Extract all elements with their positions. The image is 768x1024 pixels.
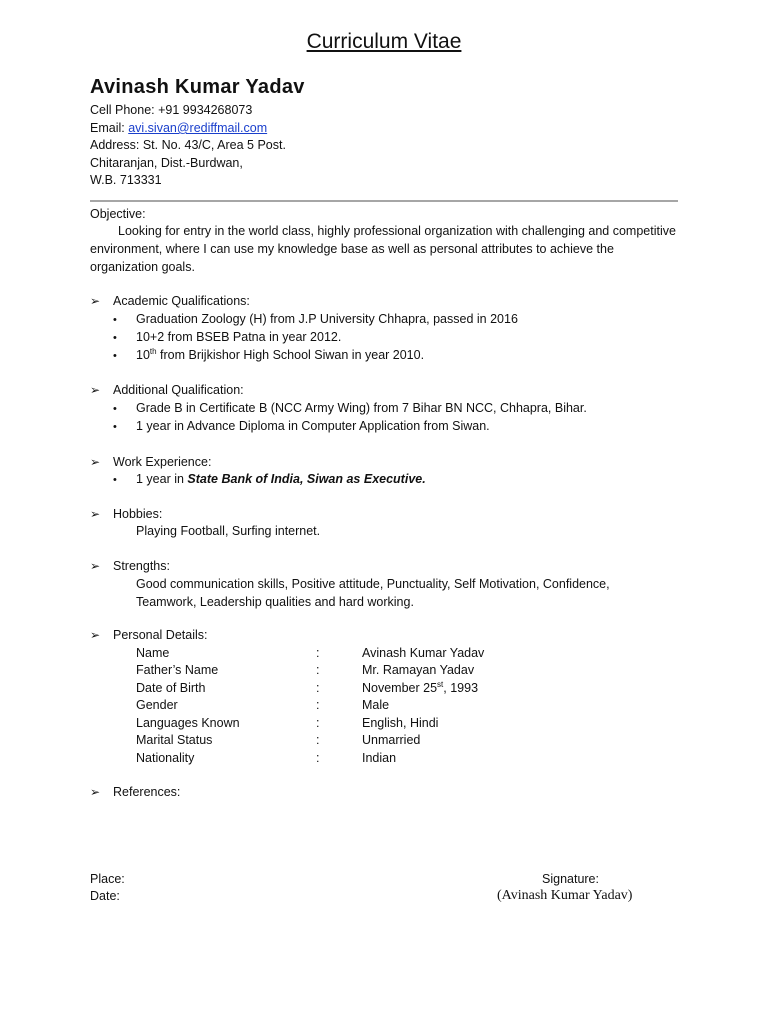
detail-value-nationality: Indian [362, 751, 397, 765]
hobbies-heading-label: Hobbies: [113, 507, 163, 521]
objective-paragraph [90, 222, 680, 276]
work-item-employer: State Bank of India, Siwan as Executive. [187, 472, 426, 486]
arrow-bullet-icon: ➢ [90, 785, 101, 799]
detail-separator: : [316, 716, 320, 730]
academic-item-3-post: from Brijkishor High School Siwan in year 2010. [156, 348, 425, 362]
additional-item-1: Grade B in Certificate B (NCC Army Wing) from 7 Bihar BN NCC, Chhapra, Bihar. [136, 401, 587, 415]
list-item [113, 330, 341, 344]
document-title: Curriculum Vitae [306, 30, 462, 53]
detail-separator: : [316, 663, 320, 677]
work-heading [90, 455, 211, 469]
personal-heading-label: Personal Details: [113, 628, 208, 642]
detail-value-languages: English, Hindi [362, 716, 439, 730]
list-item [113, 419, 490, 433]
address-label: Address: [90, 138, 140, 152]
email-label: Email: [90, 121, 125, 135]
strengths-line-2: Teamwork, Leadership qualities and hard working. [136, 595, 414, 609]
detail-label-nationality: Nationality [136, 751, 195, 765]
detail-label-gender: Gender [136, 698, 178, 712]
list-item [113, 401, 587, 415]
signature-label: Signature: [542, 872, 599, 886]
address-line-2: Chitaranjan, Dist.-Burdwan, [90, 156, 243, 170]
strengths-heading-label: Strengths: [113, 559, 170, 573]
email-link[interactable]: avi.sivan@rediffmail.com [128, 121, 268, 135]
academic-heading [90, 294, 250, 308]
academic-item-1: Graduation Zoology (H) from J.P University Chhapra, passed in 2016 [136, 312, 518, 326]
arrow-bullet-icon: ➢ [90, 383, 101, 397]
academic-item-2: 10+2 from BSEB Patna in year 2012. [136, 330, 342, 344]
ordinal-suffix: st [437, 679, 444, 689]
arrow-bullet-icon: ➢ [90, 455, 101, 469]
additional-heading-label: Additional Qualification: [113, 383, 244, 397]
detail-value-gender: Male [362, 698, 390, 712]
dob-pre: November 25 [362, 681, 438, 695]
address-value-1: St. No. 43/C, Area 5 Post. [142, 138, 286, 152]
detail-value-marital: Unmarried [362, 733, 421, 747]
list-item [113, 348, 424, 362]
objective-heading: Objective: [90, 207, 146, 221]
address-line-1 [90, 138, 286, 152]
detail-label-name: Name [136, 646, 170, 660]
detail-separator: : [316, 681, 320, 695]
header-divider [90, 200, 678, 202]
dob-post: , 1993 [443, 681, 479, 695]
phone-label: Cell Phone: [90, 103, 155, 117]
detail-separator: : [316, 751, 320, 765]
arrow-bullet-icon: ➢ [90, 559, 101, 573]
detail-value-father: Mr. Ramayan Yadav [362, 663, 475, 677]
bullet-icon: • [113, 350, 117, 362]
detail-label-marital: Marital Status [136, 733, 213, 747]
place-label: Place: [90, 872, 125, 886]
strengths-heading [90, 559, 170, 573]
bullet-icon: • [113, 403, 117, 415]
arrow-bullet-icon: ➢ [90, 628, 101, 642]
bullet-icon: • [113, 314, 117, 326]
strengths-line-1: Good communication skills, Positive attitude, Punctuality, Self Motivation, Confidence, [136, 577, 610, 591]
personal-heading [90, 628, 208, 642]
hobbies-text: Playing Football, Surfing internet. [136, 524, 321, 538]
signature-name: (Avinash Kumar Yadav) [497, 888, 633, 903]
bullet-icon: • [113, 332, 117, 344]
date-label: Date: [90, 889, 120, 903]
candidate-name: Avinash Kumar Yadav [90, 76, 305, 98]
detail-separator: : [316, 733, 320, 747]
detail-value-name: Avinash Kumar Yadav [362, 646, 485, 660]
academic-item-3-pre: 10 [136, 348, 150, 362]
additional-heading [90, 383, 244, 397]
address-line-3: W.B. 713331 [90, 173, 162, 187]
list-item [113, 472, 426, 486]
hobbies-heading [90, 507, 162, 521]
email-line [90, 121, 267, 135]
detail-label-dob: Date of Birth [136, 681, 206, 695]
ordinal-suffix: th [149, 346, 157, 356]
phone-line [90, 103, 252, 117]
additional-item-2: 1 year in Advance Diploma in Computer Application from Siwan. [136, 419, 490, 433]
bullet-icon: • [113, 421, 117, 433]
list-item [113, 312, 518, 326]
bullet-icon: • [113, 474, 117, 486]
academic-heading-label: Academic Qualifications: [113, 294, 250, 308]
references-heading-label: References: [113, 785, 181, 799]
detail-label-father: Father’s Name [136, 663, 219, 677]
arrow-bullet-icon: ➢ [90, 294, 101, 308]
detail-label-languages: Languages Known [136, 716, 240, 730]
work-heading-label: Work Experience: [113, 455, 212, 469]
arrow-bullet-icon: ➢ [90, 507, 101, 521]
work-item-pre: 1 year in [136, 472, 188, 486]
objective-text: Looking for entry in the world class, highly professional organization with challenging and competitive environment, where I can use my knowledge base as well as personal attributes to achieve the organization goals. [90, 224, 676, 274]
phone-value: +91 9934268073 [158, 103, 253, 117]
detail-separator: : [316, 646, 320, 660]
references-heading [90, 785, 180, 799]
detail-separator: : [316, 698, 320, 712]
detail-value-dob [362, 681, 478, 695]
